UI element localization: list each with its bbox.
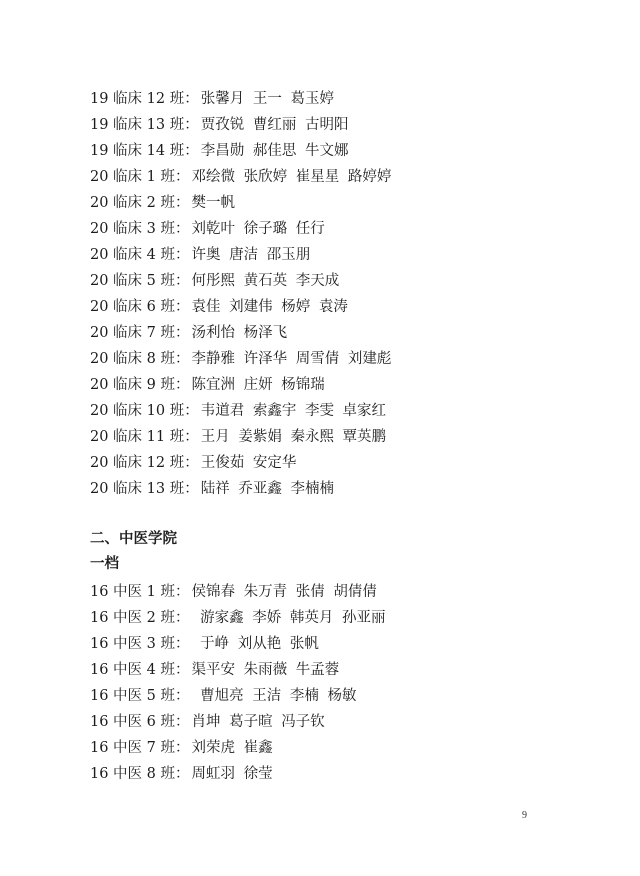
class-label: 16 中医 8 班： <box>90 766 190 782</box>
list-item <box>90 320 391 346</box>
class-names: 邓绘微 张欣婷 崔星星 路婷婷 <box>191 169 392 185</box>
list-item <box>90 372 391 398</box>
class-names: 何彤熙 黄石英 李天成 <box>191 273 340 289</box>
class-label: 20 临床 10 班： <box>90 403 199 419</box>
class-label: 20 临床 7 班： <box>90 325 190 341</box>
class-names: 游家鑫 李娇 韩英月 孙亚丽 <box>191 610 386 626</box>
list-item <box>90 190 391 216</box>
class-names: 陈宜洲 庄妍 杨锦瑞 <box>191 377 325 393</box>
class-label: 20 临床 11 班： <box>90 429 199 445</box>
class-names: 陆祥 乔亚鑫 李楠楠 <box>200 481 334 497</box>
list-item <box>90 164 391 190</box>
list-item <box>90 631 385 657</box>
list-item <box>90 657 385 683</box>
list-item <box>90 268 391 294</box>
class-names: 刘乾叶 徐子璐 任行 <box>191 221 325 237</box>
class-names: 樊一帆 <box>191 195 236 211</box>
section-heading: 二、中医学院 <box>90 530 177 547</box>
class-names: 曹旭亮 王洁 李楠 杨敏 <box>191 688 357 704</box>
class-label: 20 临床 9 班： <box>90 377 190 393</box>
class-names: 袁佳 刘建伟 杨婷 袁涛 <box>191 299 348 315</box>
class-names: 肖坤 葛子暄 冯子钦 <box>191 714 325 730</box>
list-item <box>90 579 385 605</box>
class-label: 19 临床 13 班： <box>90 117 199 133</box>
list-item <box>90 346 391 372</box>
class-names: 王月 姜紫娟 秦永熙 覃英鹏 <box>200 429 387 445</box>
class-names: 于峥 刘从艳 张帆 <box>191 636 319 652</box>
class-label: 16 中医 7 班： <box>90 740 190 756</box>
class-label: 16 中医 5 班： <box>90 688 190 704</box>
class-names: 李昌勋 郝佳思 牛文娜 <box>200 143 349 159</box>
class-label: 20 临床 5 班： <box>90 273 190 289</box>
class-label: 19 临床 12 班： <box>90 91 199 107</box>
list-item <box>90 242 391 268</box>
class-label: 16 中医 4 班： <box>90 662 190 678</box>
list-item <box>90 294 391 320</box>
list-item <box>90 450 391 476</box>
class-names: 汤利怡 杨泽飞 <box>191 325 288 341</box>
list-item <box>90 605 385 631</box>
class-names: 侯锦春 朱万青 张倩 胡倩倩 <box>191 584 377 600</box>
class-names: 许奥 唐洁 邵玉朋 <box>191 247 311 263</box>
class-names: 王俊茹 安定华 <box>200 455 297 471</box>
list-item <box>90 735 385 761</box>
class-names: 贾孜锐 曹红丽 古明阳 <box>200 117 349 133</box>
class-label: 16 中医 1 班： <box>90 584 190 600</box>
list-item <box>90 86 391 112</box>
class-label: 20 临床 8 班： <box>90 351 190 367</box>
tier-heading: 一档 <box>90 555 119 572</box>
class-label: 16 中医 3 班： <box>90 636 190 652</box>
class-names: 李静雅 许泽华 周雪倩 刘建彪 <box>191 351 392 367</box>
class-label: 20 临床 1 班： <box>90 169 190 185</box>
class-label: 20 临床 12 班： <box>90 455 199 471</box>
class-label: 19 临床 14 班： <box>90 143 199 159</box>
class-label: 20 临床 13 班： <box>90 481 199 497</box>
list-item <box>90 398 391 424</box>
list-item <box>90 424 391 450</box>
list-item <box>90 683 385 709</box>
list-item <box>90 112 391 138</box>
tcm-class-list <box>90 579 385 787</box>
list-item <box>90 709 385 735</box>
class-names: 张馨月 王一 葛玉婷 <box>200 91 334 107</box>
list-item <box>90 476 391 502</box>
class-names: 周虹羽 徐莹 <box>191 766 273 782</box>
class-names: 刘荣虎 崔鑫 <box>191 740 273 756</box>
class-label: 20 临床 3 班： <box>90 221 190 237</box>
list-item <box>90 138 391 164</box>
page-number: 9 <box>522 810 527 821</box>
list-item <box>90 216 391 242</box>
class-label: 16 中医 2 班： <box>90 610 190 626</box>
class-label: 20 临床 6 班： <box>90 299 190 315</box>
class-names: 韦道君 索鑫宇 李雯 卓家红 <box>200 403 387 419</box>
class-names: 渠平安 朱雨薇 牛孟蓉 <box>191 662 340 678</box>
class-label: 16 中医 6 班： <box>90 714 190 730</box>
list-item <box>90 761 385 787</box>
class-label: 20 临床 4 班： <box>90 247 190 263</box>
class-label: 20 临床 2 班： <box>90 195 190 211</box>
clinical-class-list <box>90 86 391 502</box>
